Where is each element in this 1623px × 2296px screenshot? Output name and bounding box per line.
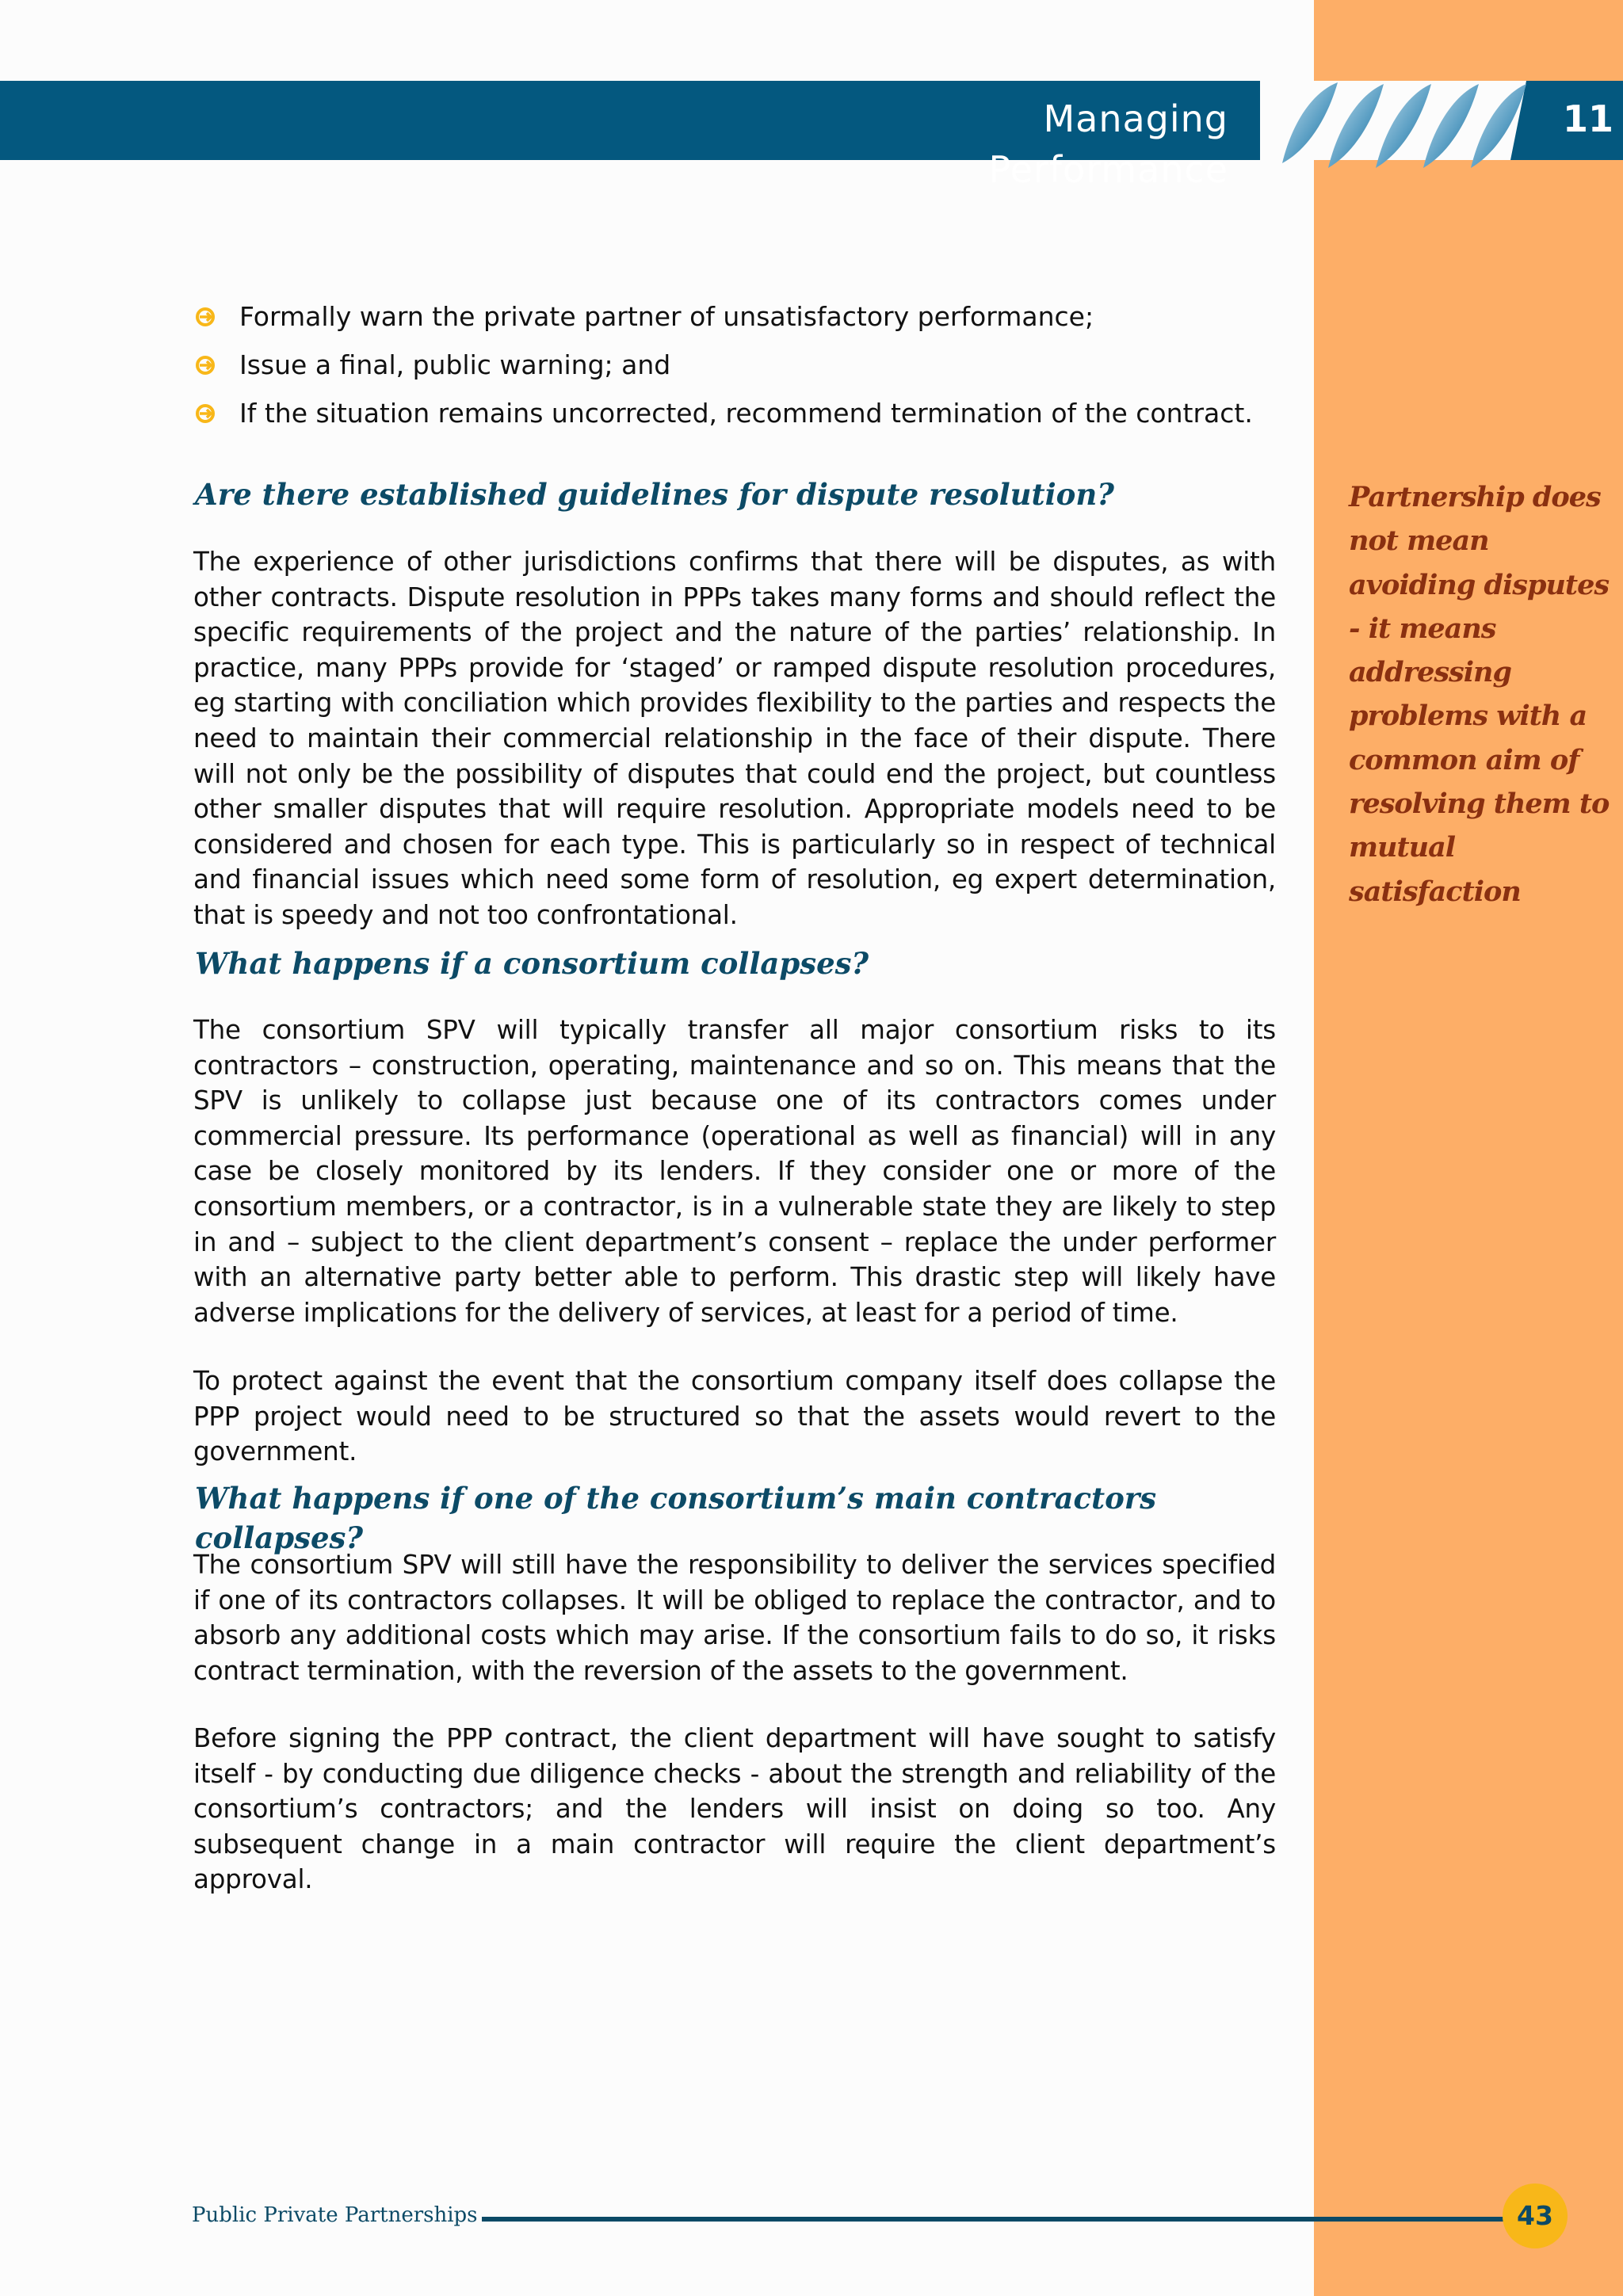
list-item [195, 298, 1289, 346]
list-item [195, 395, 1289, 443]
pullquote: Partnership does not mean avoiding disputes - it means addressing problems with a common aim of resolving them to mutual satisfaction [1349, 481, 1610, 908]
section-heading-contractor-collapse: What happens if one of the consortium’s main contractors collapses? [195, 1481, 1157, 1555]
list-item [195, 346, 1289, 395]
paragraph-contractor-collapse-1: The consortium SPV will still have the responsibility to deliver the services specified if one of its contractors collapses. It will be obliged to replace the contractor, and to absorb any additional costs which may arise. If the consortium fails to do so, it risks contract termination, with the reversion of the assets to the government. [193, 1550, 1276, 1686]
sidebar-panel [1314, 0, 1623, 2296]
paragraph-dispute-resolution: The experience of other jurisdictions confirms that there will be disputes, as with other contracts. Dispute resolution in PPPs takes many forms and should reflect the specific requirements of the project and the nature of the parties’ relationship. In practice, many PPPs provide for ‘staged’ or ramped dispute resolution procedures, eg starting with conciliation which provides flexibility to the parties and respects the need to maintain their commercial relationship in the face of their dispute. There will not only be the possibility of disputes that could end the project, but countless other smaller disputes that will require resolution. Appropriate models need to be considered and chosen for each type. This is particularly so in respect of technical and financial issues which need some form of resolution, eg expert determination, that is speedy and not too confrontational. [193, 547, 1276, 930]
footer-publication-title: Public Private Partnerships [192, 2203, 478, 2227]
page-number: 43 [1503, 2183, 1568, 2248]
section-heading-consortium-collapse: What happens if a consortium collapses? [195, 946, 869, 981]
arrow-bullet-icon [195, 403, 216, 424]
bullet-list [195, 298, 1289, 443]
bullet-text: If the situation remains uncorrected, recommend termination of the contract. [239, 398, 1253, 429]
paragraph-contractor-collapse-2: Before signing the PPP contract, the client department will have sought to satisfy itself - by conducting due diligence checks - about the strength and reliability of the consortium’s contractors; and the lenders will insist on doing so too. Any subsequent change in a main contractor will require the client department’s approval. [193, 1723, 1276, 1895]
paragraph-consortium-collapse-1: The consortium SPV will typically transfer all major consortium risks to its contractors – construction, operating, maintenance and so on. This means that the SPV is unlikely to collapse just because one of its contractors comes under commercial pressure. Its performance (operational as well as financial) will in any case be closely monitored by its lenders. If they consider one or more of the consortium members, or a contractor, is in a vulnerable state they are likely to step in and – subject to the client department’s consent – replace the under performer with an alternative party better able to perform. This drastic step will likely have adverse implications for the delivery of services, at least for a period of time. [193, 1015, 1276, 1328]
section-heading-dispute-resolution: Are there established guidelines for dispute resolution? [195, 477, 1114, 512]
footer-rule [482, 2217, 1512, 2222]
paragraph-consortium-collapse-2: To protect against the event that the consortium company itself does collapse the PPP project would need to be structured so that the assets would revert to the government. [193, 1366, 1276, 1467]
arrow-bullet-icon [195, 355, 216, 376]
bullet-text: Formally warn the private partner of unsatisfactory performance; [239, 301, 1094, 332]
chapter-number: 11 [1562, 97, 1613, 140]
page-title: Managing Performance [988, 97, 1228, 191]
arrow-bullet-icon [195, 307, 216, 327]
bullet-text: Issue a final, public warning; and [239, 349, 671, 380]
header-stripes-decoration [1260, 76, 1561, 174]
